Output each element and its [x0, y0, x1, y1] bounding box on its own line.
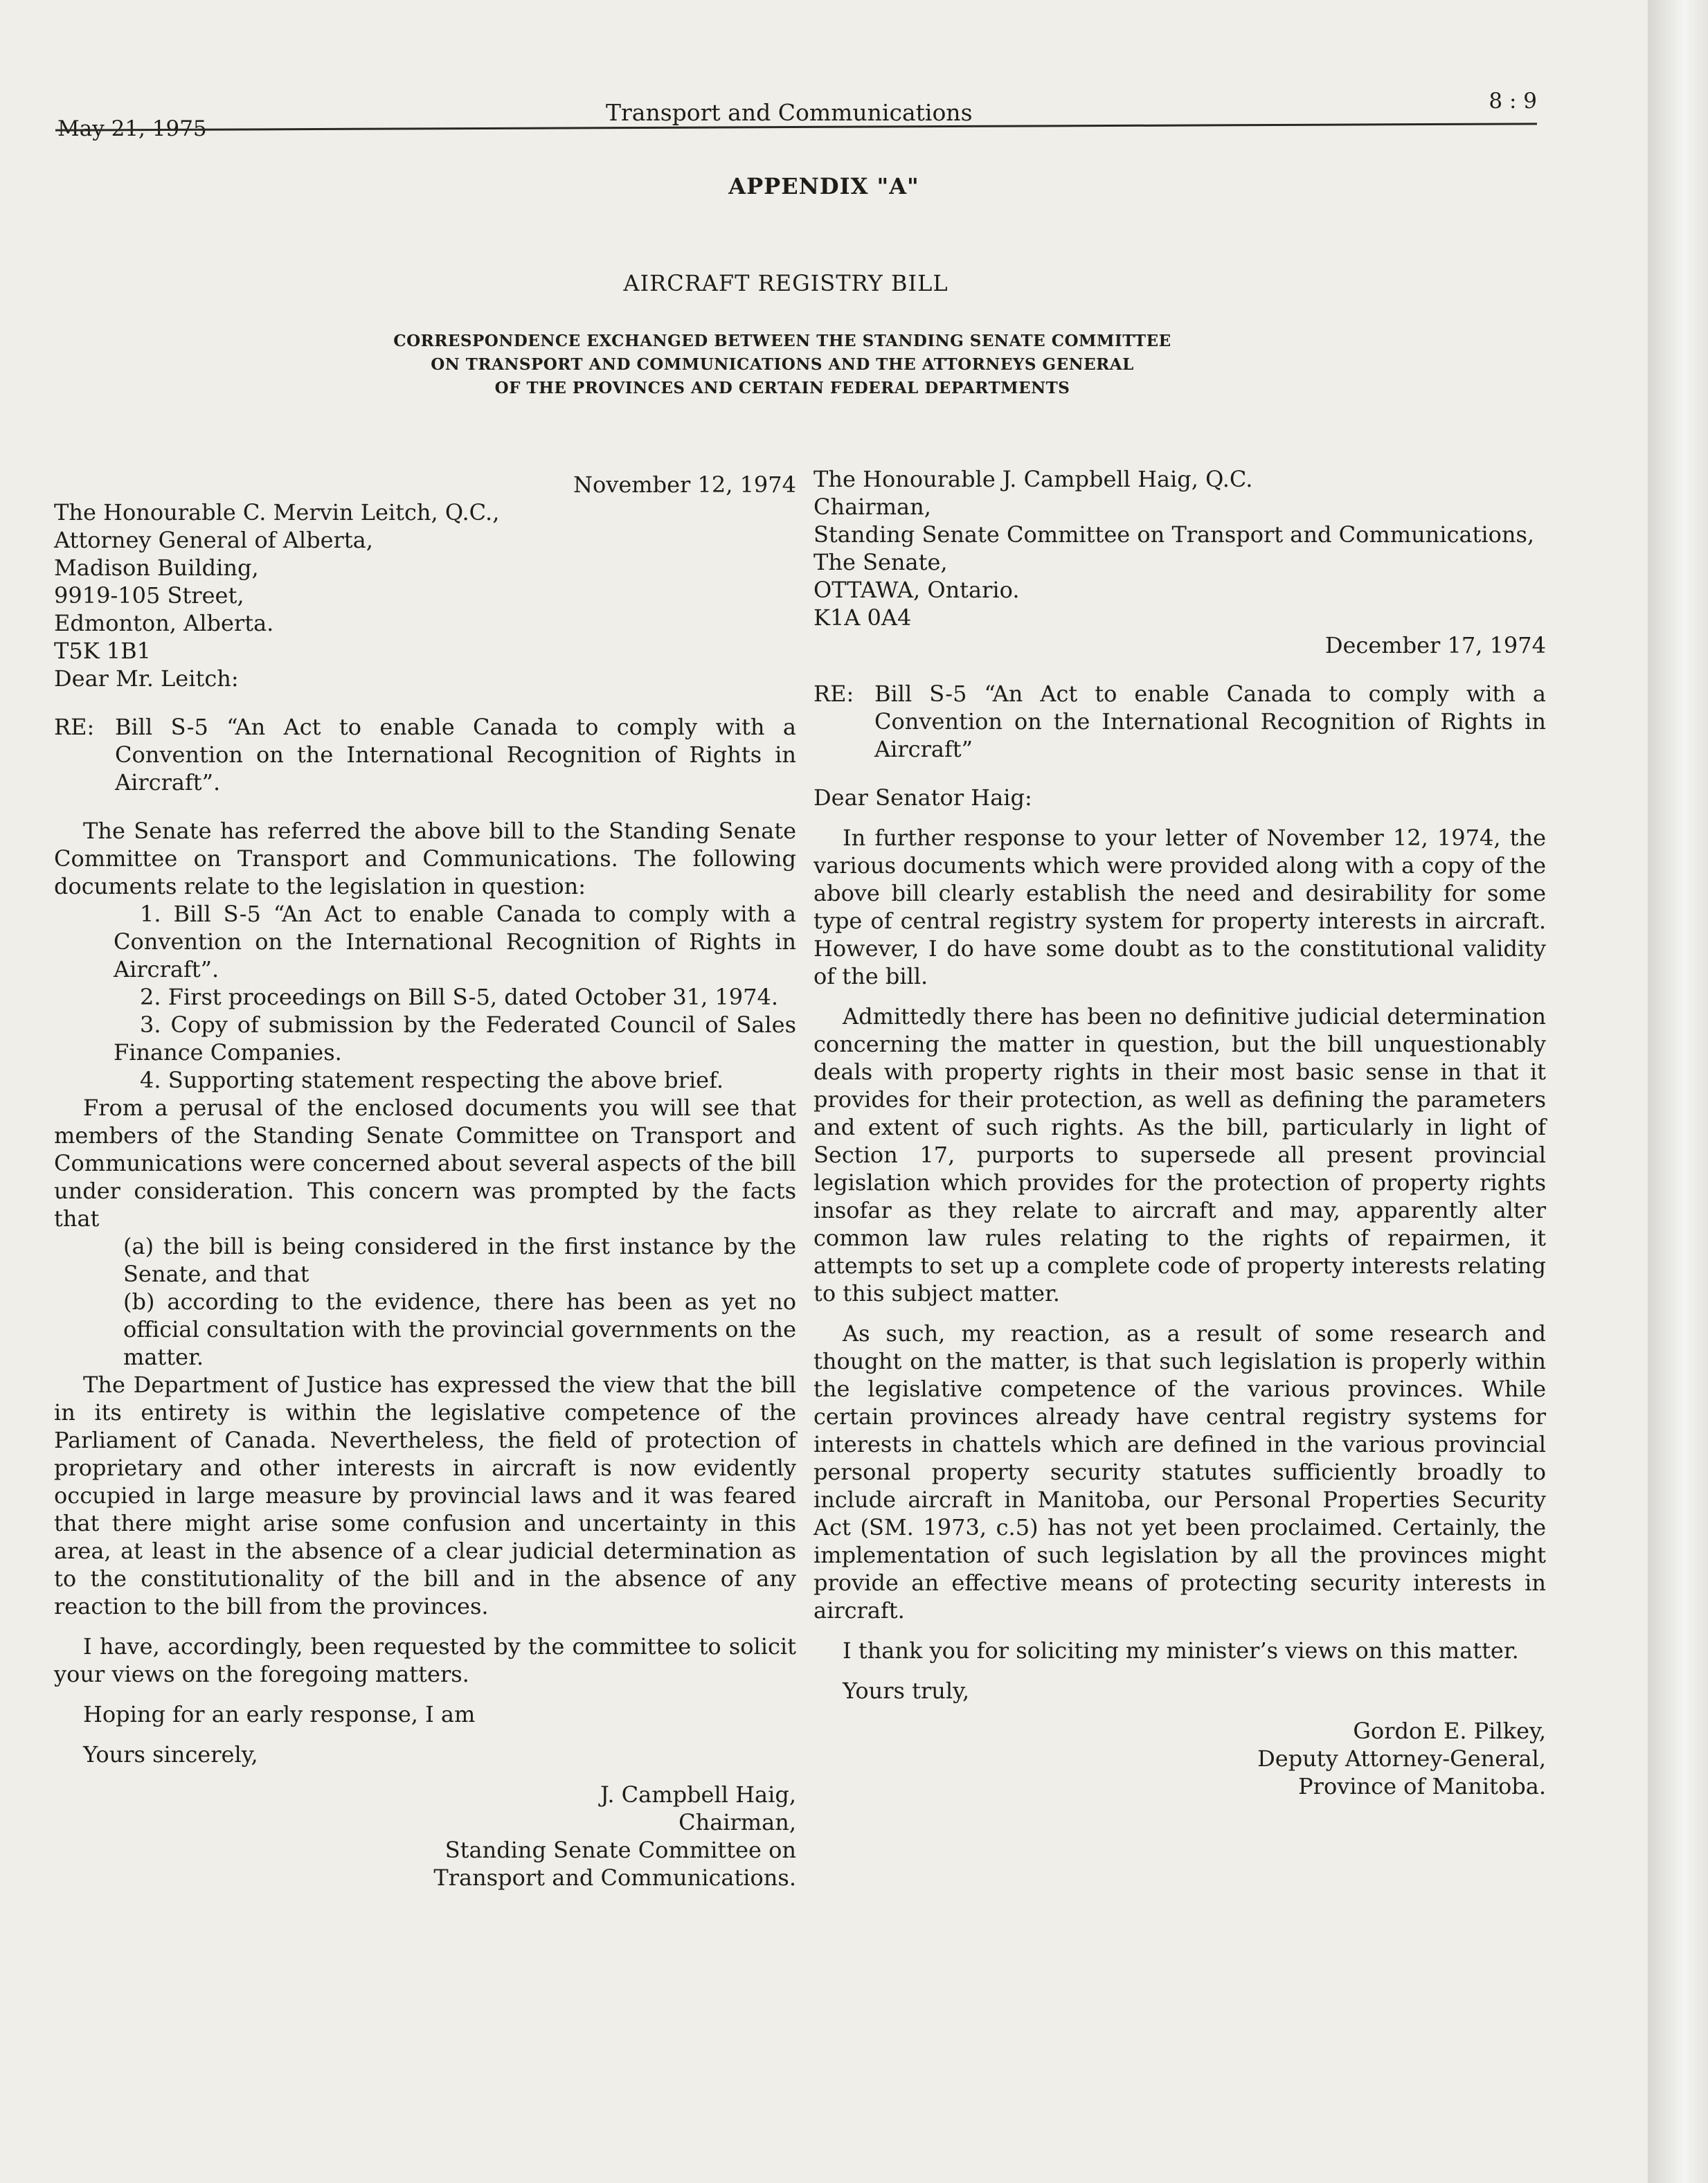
header-date: May 21, 1975: [57, 116, 207, 141]
address-line: Chairman,: [813, 494, 931, 520]
paragraph: I thank you for soliciting my minister’s views on this matter.: [843, 1637, 1519, 1664]
signature-line: Standing Senate Committee on: [444, 1837, 796, 1863]
correspondence-line-3: OF THE PROVINCES AND CERTAIN FEDERAL DEPARTMENTS: [494, 379, 1070, 397]
signature-block: [813, 1717, 1546, 1800]
closing: Yours sincerely,: [83, 1741, 258, 1768]
running-header: [55, 89, 1537, 144]
re-label: RE:: [54, 714, 95, 740]
paragraph: As such, my reaction, as a result of some research and thought on the matter, is that such legislation is properly within the legislative competence of the various provinces. While certain provinces already have central registry systems for interests in chattels which are defined in the various provincial personal property security statutes sufficiently broadly to include aircraft in Manitoba, our Personal Properties Security Act (SM. 1973, c.5) has not yet been proclaimed. Certainly, the implementation of such legislation by all the provinces might provide an effective means of protecting security interests in aircraft.: [813, 1320, 1546, 1624]
signature-line: J. Campbell Haig,: [600, 1781, 796, 1808]
address-line: The Senate,: [813, 549, 948, 575]
address-line: The Honourable C. Mervin Leitch, Q.C.,: [54, 499, 500, 525]
appendix-title: APPENDIX "A": [728, 173, 919, 199]
signature-line: Transport and Communications.: [433, 1865, 796, 1891]
address-line: The Honourable J. Campbell Haig, Q.C.: [813, 466, 1253, 492]
letter2-address: [813, 465, 1546, 631]
closing: Yours truly,: [843, 1678, 970, 1704]
address-line: K1A 0A4: [813, 604, 912, 631]
letter2-date: December 17, 1974: [1324, 632, 1546, 658]
paragraph: Hoping for an early response, I am: [83, 1701, 476, 1727]
paragraph: The Department of Justice has expressed the view that the bill in its entirety is within the legislative competence of the Parliament of Canada. Nevertheless, the field of protection of proprietary and other interests in aircraft is now evidently occupied in large measure by provincial laws and it was feared that there might arise some confusion and uncertainty in this area, at least in the absence of a clear judicial determination as to the constitutionality of the bill and in the absence of any reaction to the bill from the provinces.: [54, 1372, 796, 1619]
re-text: Bill S-5 “An Act to enable Canada to comply with a Convention on the International Recognition of Rights in Aircraft”: [874, 681, 1546, 762]
address-line: Standing Senate Committee on Transport and Communications,: [813, 521, 1535, 548]
header-title: Transport and Communications: [606, 99, 973, 126]
page-edge: [1648, 0, 1708, 2183]
signature-line: Gordon E. Pilkey,: [1353, 1718, 1546, 1744]
sub-item: (a) the bill is being considered in the first instance by the Senate, and that: [123, 1233, 796, 1287]
signature-line: Chairman,: [678, 1809, 796, 1835]
signature-block: [54, 1781, 796, 1892]
correspondence-heading: [367, 330, 1198, 400]
list-item: 2. First proceedings on Bill S-5, dated October 31, 1974.: [140, 984, 779, 1010]
page-number: 8 : 9: [1489, 89, 1537, 114]
salutation: Dear Mr. Leitch:: [54, 665, 239, 692]
letter1-address: [54, 498, 796, 692]
letter-pilkey-to-haig: [813, 465, 1546, 1800]
letter-haig-to-leitch: [54, 471, 796, 1892]
paragraph: In further response to your letter of November 12, 1974, the various documents which were provided along with a copy of the above bill clearly establish the need and desirability for some type of central registry system for property interests in aircraft. However, I do have some doubt as to the constitutional validity of the bill.: [813, 825, 1546, 989]
bill-title: AIRCRAFT REGISTRY BILL: [623, 270, 949, 296]
paragraph: From a perusal of the enclosed documents you will see that members of the Standing Senate Committee on Transport and Communications were concerned about several aspects of the bill under consideration. This concern was prompted by the facts that: [54, 1095, 796, 1232]
address-line: Edmonton, Alberta.: [54, 610, 274, 636]
address-line: Madison Building,: [54, 555, 259, 581]
paragraph: I have, accordingly, been requested by the committee to solicit your views on the foregoing matters.: [54, 1633, 796, 1687]
sub-item: (b) according to the evidence, there has been as yet no official consultation with the provincial governments on the matter.: [123, 1288, 796, 1370]
signature-line: Deputy Attorney-General,: [1257, 1745, 1546, 1772]
list-item: 4. Supporting statement respecting the above brief.: [140, 1067, 723, 1093]
list-item: 3. Copy of submission by the Federated Council of Sales Finance Companies.: [114, 1012, 796, 1066]
salutation: Dear Senator Haig:: [813, 784, 1032, 811]
letter1-subject: [54, 713, 796, 796]
letter1-date: November 12, 1974: [573, 471, 796, 498]
correspondence-line-1: CORRESPONDENCE EXCHANGED BETWEEN THE STANDING SENATE COMMITTEE: [393, 332, 1171, 350]
letter2-subject: [813, 680, 1546, 763]
paragraph: The Senate has referred the above bill to the Standing Senate Committee on Transport and Communications. The following documents relate to the legislation in question:: [54, 818, 796, 899]
re-label: RE:: [813, 681, 854, 707]
list-item: 1. Bill S-5 “An Act to enable Canada to comply with a Convention on the International Recognition of Rights in Aircraft”.: [114, 901, 796, 982]
address-line: OTTAWA, Ontario.: [813, 577, 1020, 603]
re-text: Bill S-5 “An Act to enable Canada to comply with a Convention on the International Recognition of Rights in Aircraft”.: [115, 714, 796, 796]
correspondence-line-2: ON TRANSPORT AND COMMUNICATIONS AND THE ATTORNEYS GENERAL: [431, 355, 1134, 374]
address-line: Attorney General of Alberta,: [54, 527, 373, 553]
paragraph: Admittedly there has been no definitive judicial determination concerning the matter in question, but the bill unquestionably deals with property rights in their most basic sense in that it provides for their protection, as well as defining the parameters and extent of such rights. As the bill, particularly in light of Section 17, purports to supersede all present provincial legislation which provides for the protection of property rights insofar as they relate to aircraft and may, apparently alter common law rules relating to the rights of repairmen, it attempts to set up a complete code of property interests relating to this subject matter.: [813, 1003, 1546, 1306]
signature-line: Province of Manitoba.: [1298, 1773, 1546, 1799]
address-line: 9919-105 Street,: [54, 582, 244, 609]
address-line: T5K 1B1: [54, 638, 152, 664]
